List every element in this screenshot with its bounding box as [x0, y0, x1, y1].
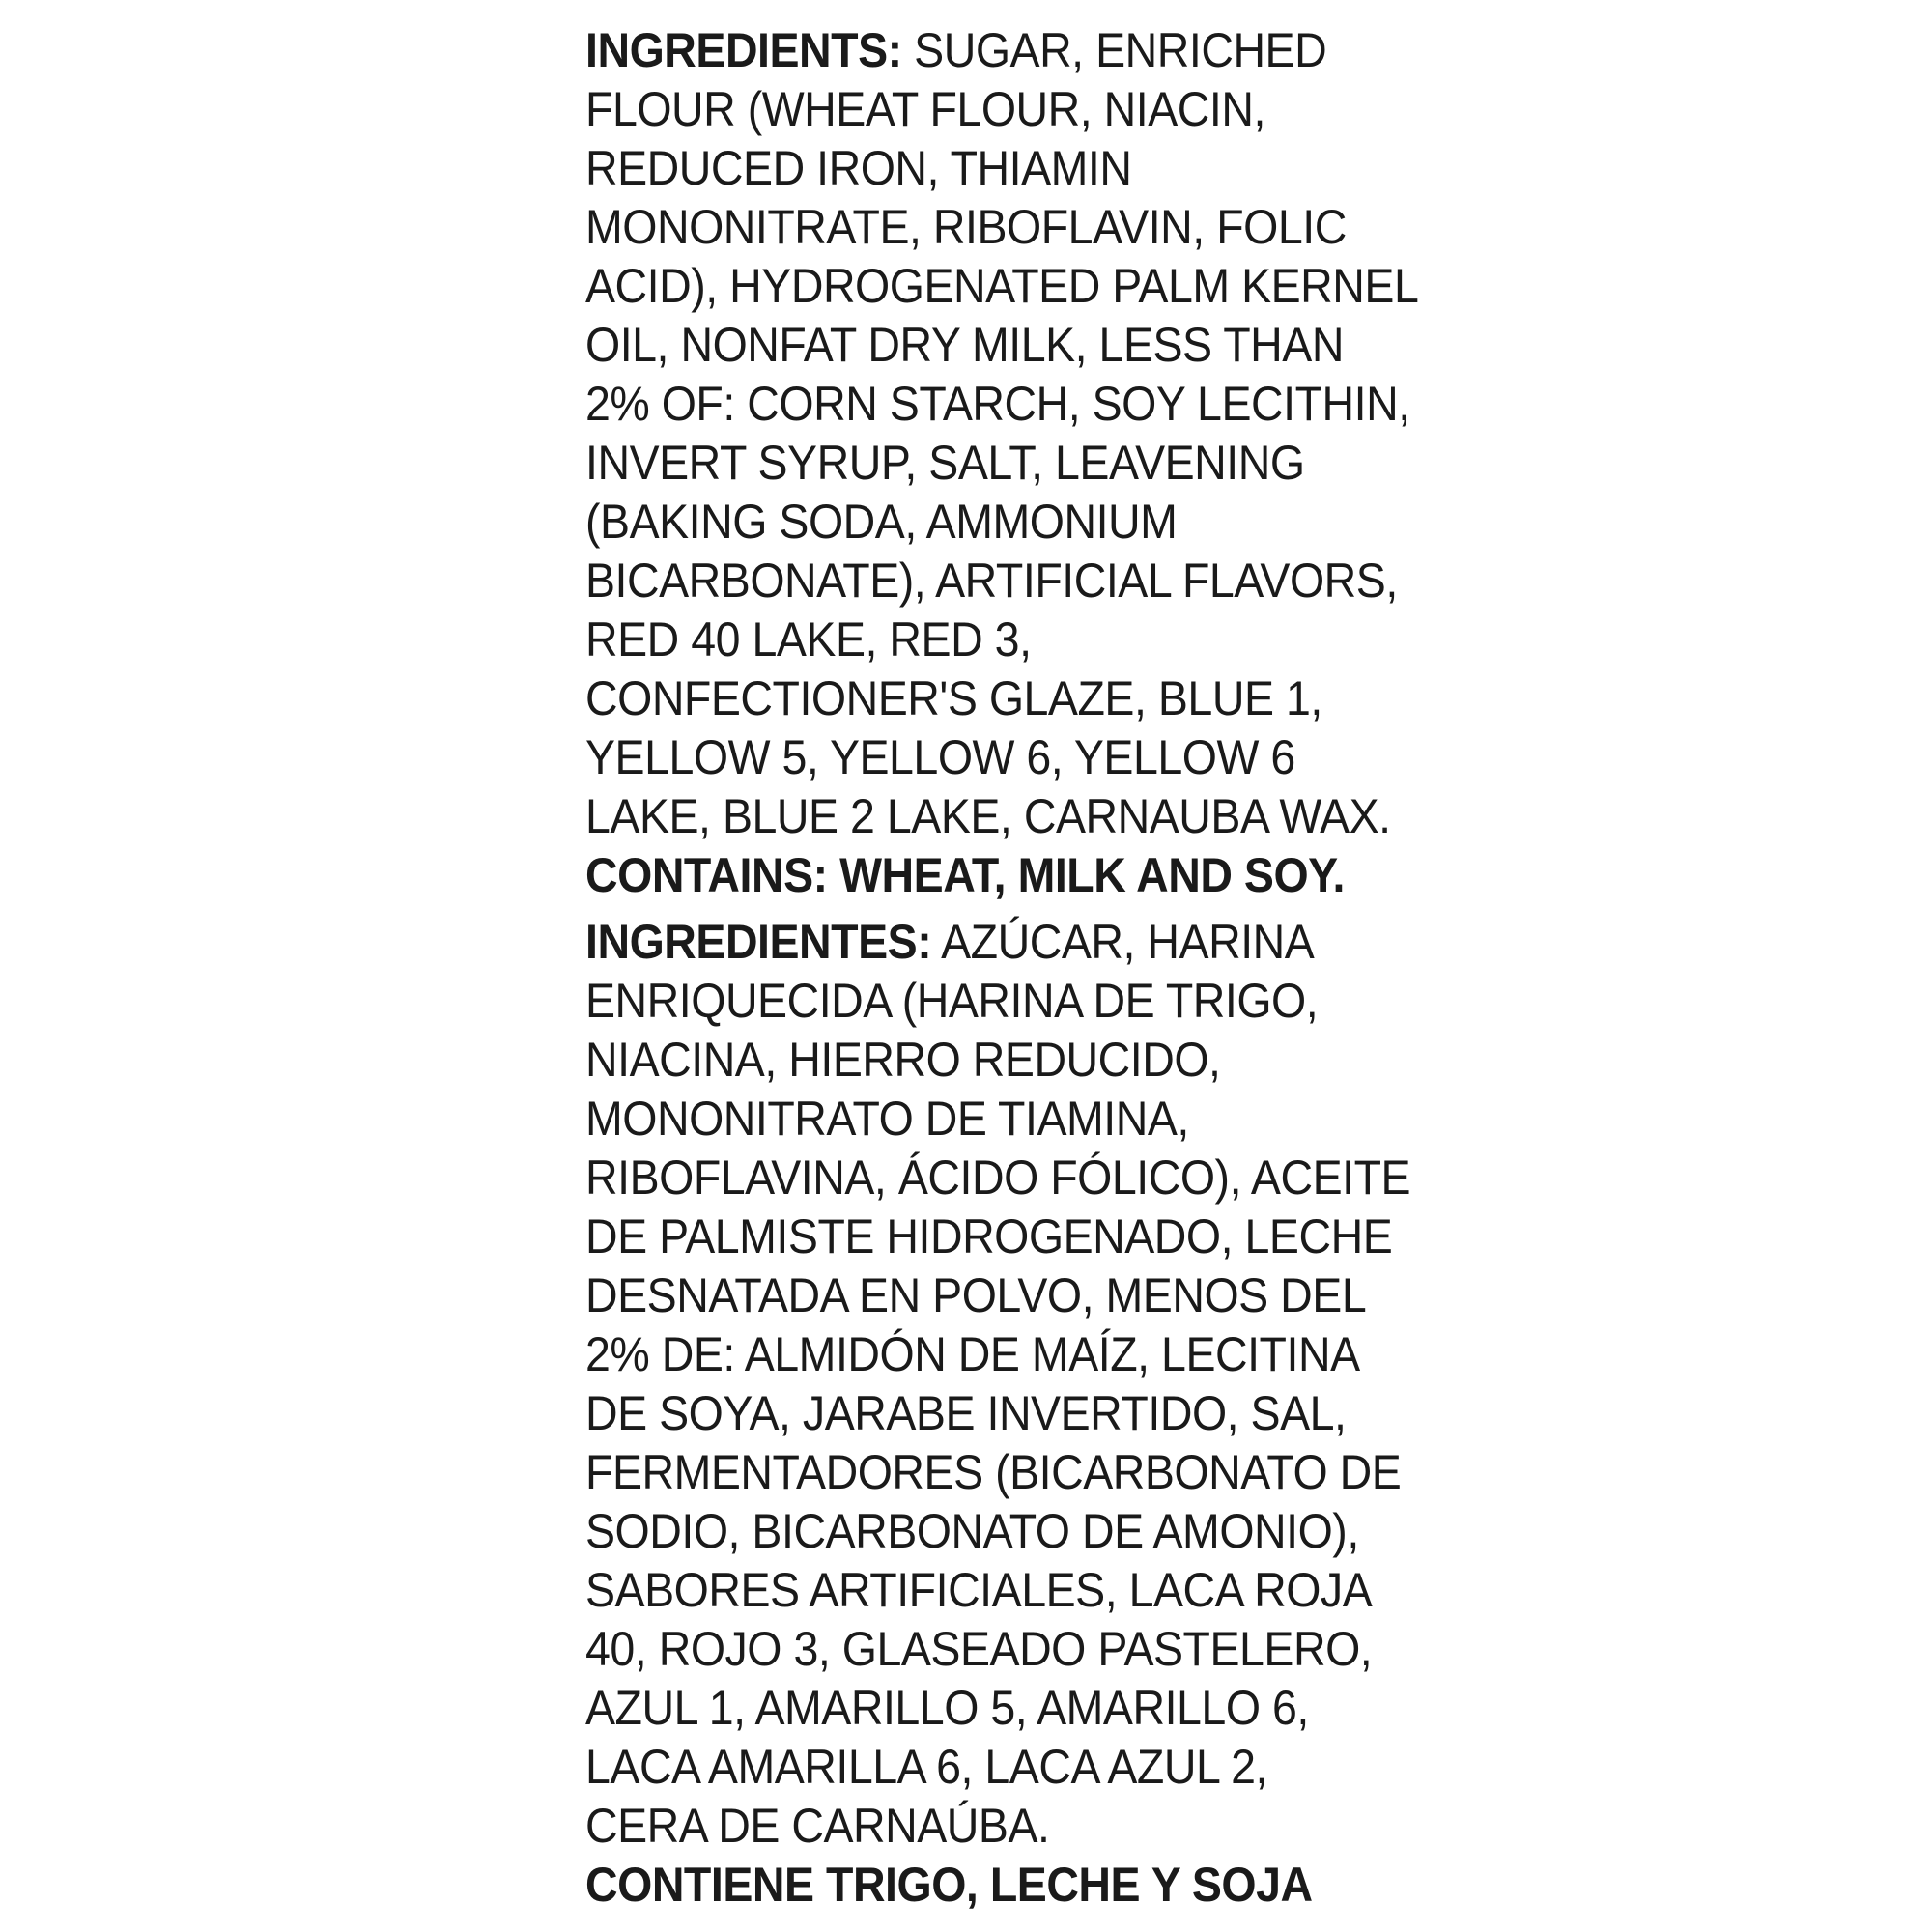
spanish-line-8: 2% DE: ALMIDÓN DE MAÍZ, LECITINA: [585, 1327, 1360, 1381]
spanish-line-1-text: AZÚCAR, HARINA: [931, 915, 1315, 969]
english-line-12: CONFECTIONER'S GLAZE, BLUE 1,: [585, 671, 1322, 725]
ingredients-label: [585, 21, 1419, 1915]
spanish-line-5: RIBOFLAVINA, ÁCIDO FÓLICO), ACEITE: [585, 1151, 1411, 1205]
spanish-line-7: DESNATADA EN POLVO, MENOS DEL: [585, 1268, 1367, 1322]
spanish-line-16: CERA DE CARNAÚBA.: [585, 1799, 1050, 1853]
spanish-line-12: SABORES ARTIFICIALES, LACA ROJA: [585, 1563, 1373, 1617]
spanish-line-13: 40, ROJO 3, GLASEADO PASTELERO,: [585, 1622, 1373, 1676]
spanish-line-9: DE SOYA, JARABE INVERTIDO, SAL,: [585, 1386, 1347, 1440]
spanish-line-14: AZUL 1, AMARILLO 5, AMARILLO 6,: [585, 1681, 1309, 1735]
spanish-line-6: DE PALMISTE HIDROGENADO, LECHE: [585, 1209, 1393, 1264]
english-line-1: [585, 21, 1327, 80]
english-line-1-text: SUGAR, ENRICHED: [901, 23, 1327, 77]
english-line-2: FLOUR (WHEAT FLOUR, NIACIN,: [585, 82, 1265, 136]
spanish-line-15: LACA AMARILLA 6, LACA AZUL 2,: [585, 1740, 1267, 1794]
english-line-10: BICARBONATE), ARTIFICIAL FLAVORS,: [585, 554, 1398, 608]
english-line-5: ACID), HYDROGENATED PALM KERNEL: [585, 259, 1419, 313]
spanish-line-11: SODIO, BICARBONATO DE AMONIO),: [585, 1504, 1359, 1558]
english-line-3: REDUCED IRON, THIAMIN: [585, 141, 1132, 195]
spanish-line-3: NIACINA, HIERRO REDUCIDO,: [585, 1033, 1221, 1087]
spanish-ingredients: [585, 913, 1411, 1915]
english-ingredients: [585, 21, 1419, 905]
english-line-6: OIL, NONFAT DRY MILK, LESS THAN: [585, 318, 1344, 372]
spanish-ingredients-heading: INGREDIENTES:: [585, 915, 932, 969]
english-line-4: MONONITRATE, RIBOFLAVIN, FOLIC: [585, 200, 1347, 254]
spanish-line-2: ENRIQUECIDA (HARINA DE TRIGO,: [585, 974, 1319, 1028]
spanish-allergen-statement: CONTIENE TRIGO, LECHE Y SOJA: [585, 1858, 1313, 1912]
english-ingredients-heading: INGREDIENTS:: [585, 23, 902, 77]
english-line-7: 2% OF: CORN STARCH, SOY LECITHIN,: [585, 377, 1410, 431]
english-allergen-statement: CONTAINS: WHEAT, MILK AND SOY.: [585, 848, 1345, 902]
english-line-9: (BAKING SODA, AMMONIUM: [585, 495, 1178, 549]
english-line-8: INVERT SYRUP, SALT, LEAVENING: [585, 436, 1305, 490]
spanish-line-4: MONONITRATO DE TIAMINA,: [585, 1092, 1189, 1146]
spanish-line-1: [585, 913, 1322, 972]
english-line-11: RED 40 LAKE, RED 3,: [585, 612, 1032, 667]
english-line-13: YELLOW 5, YELLOW 6, YELLOW 6: [585, 730, 1295, 784]
english-line-14: LAKE, BLUE 2 LAKE, CARNAUBA WAX.: [585, 789, 1391, 843]
spanish-line-10: FERMENTADORES (BICARBONATO DE: [585, 1445, 1402, 1499]
